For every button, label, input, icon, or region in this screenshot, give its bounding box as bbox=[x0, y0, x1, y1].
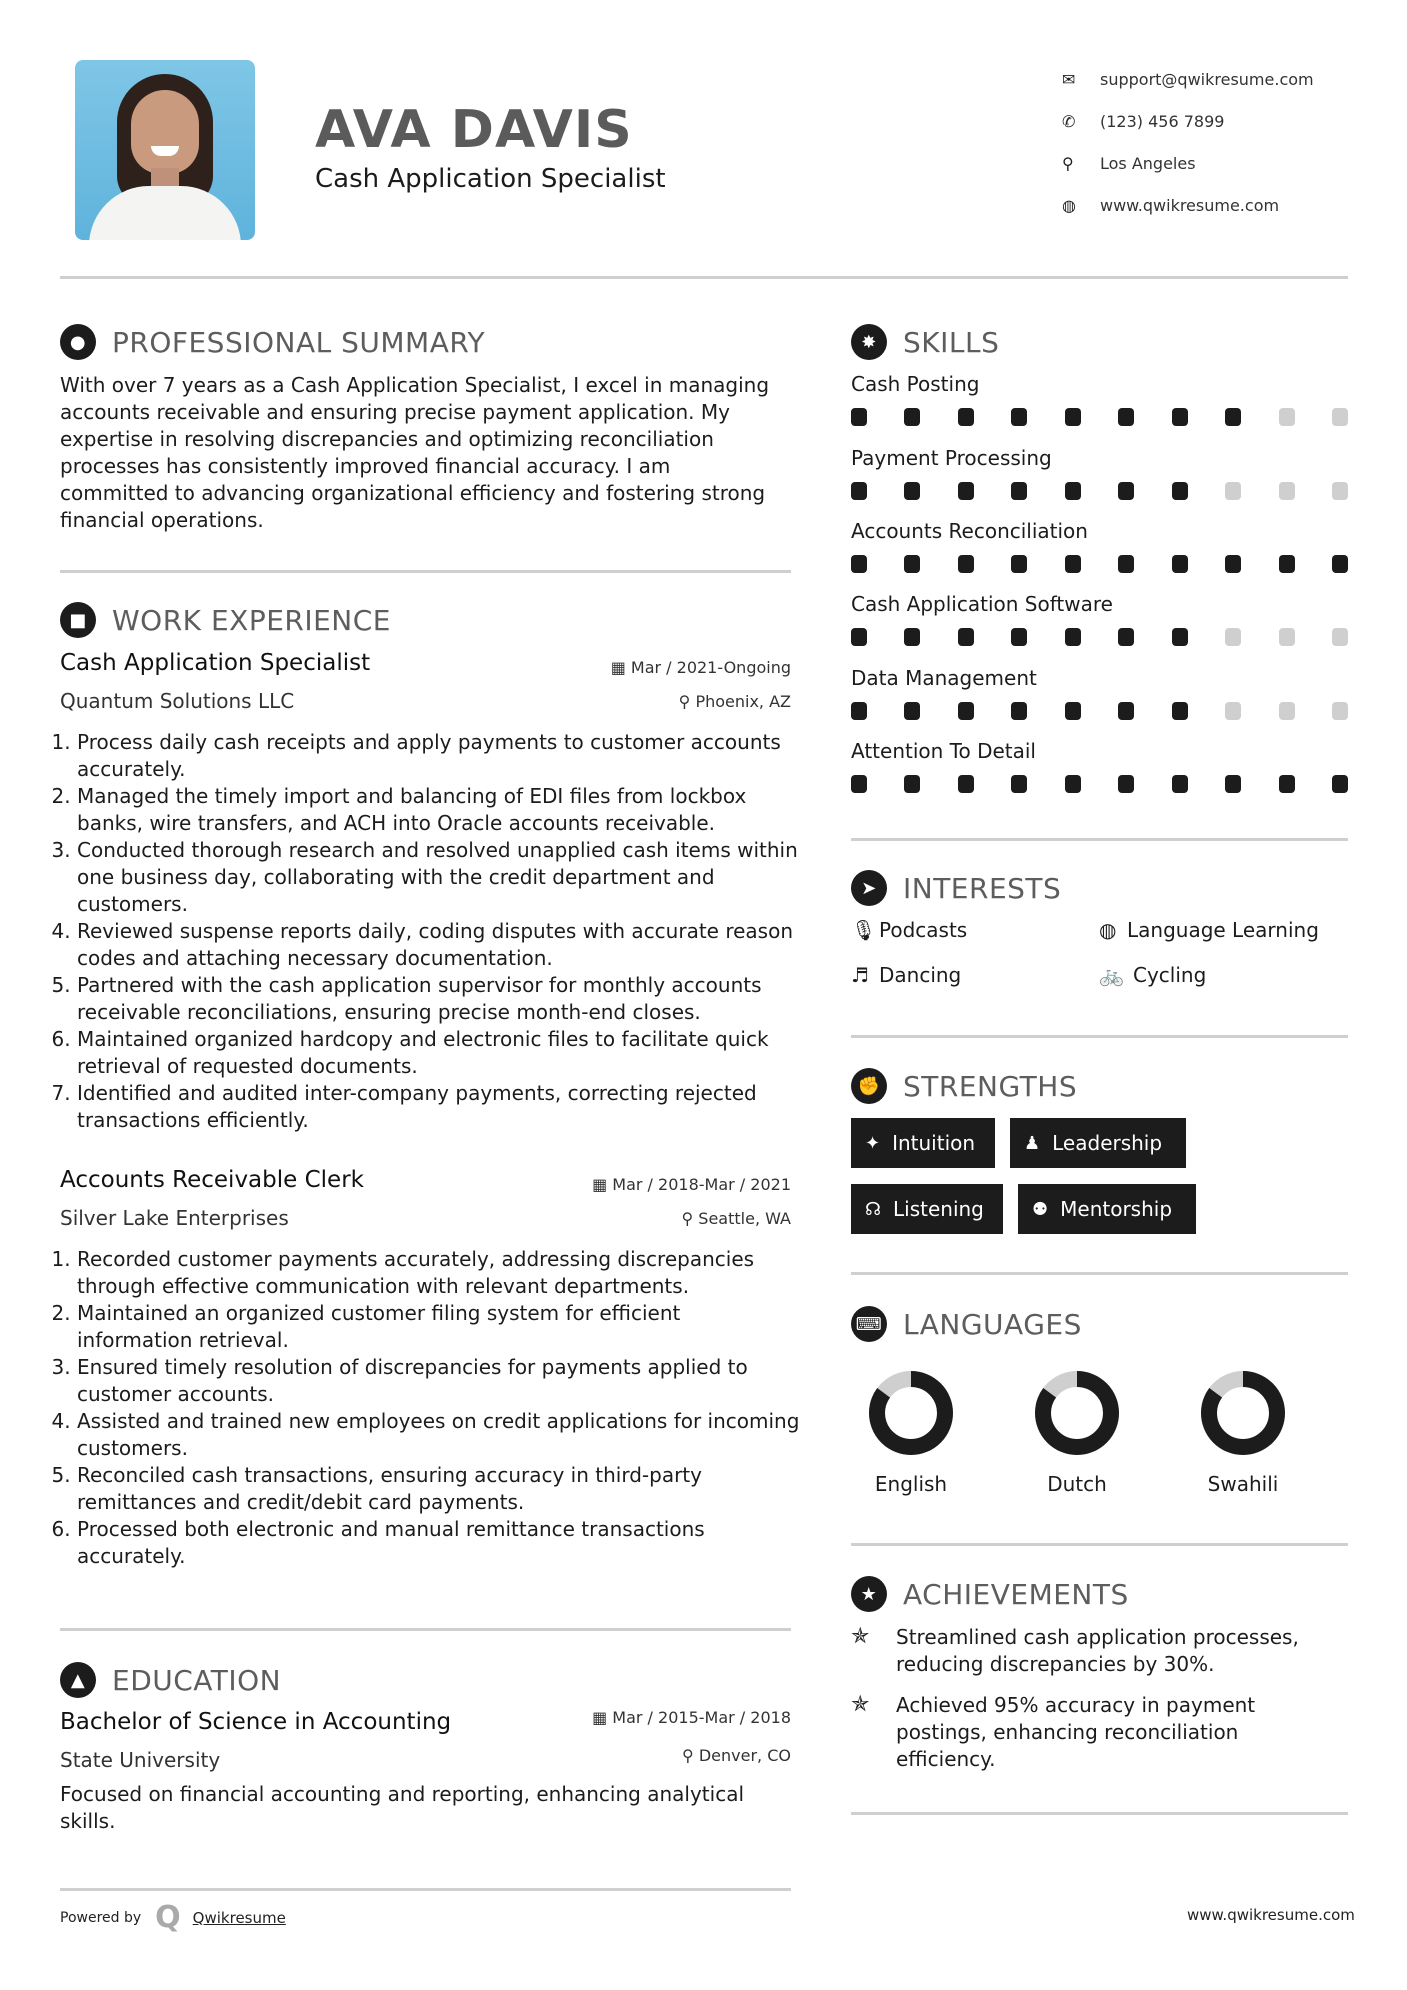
language-meter bbox=[1032, 1368, 1122, 1458]
footer-powered bbox=[60, 1900, 286, 1935]
language-icon: ⌨ bbox=[851, 1306, 887, 1342]
users-icon: ♟ bbox=[1024, 1132, 1041, 1154]
paper-plane-icon: ➤ bbox=[851, 870, 887, 906]
interests-heading bbox=[851, 870, 1061, 906]
strength-badge: ♟ Leadership bbox=[1010, 1118, 1186, 1168]
job-duties bbox=[57, 729, 802, 1134]
skill-dot-filled bbox=[1065, 482, 1081, 500]
education-dates: ▦ Mar / 2015-Mar / 2018 bbox=[592, 1708, 791, 1727]
envelope-icon: ✉ bbox=[1062, 69, 1076, 89]
strength-badge: ⚉ Mentorship bbox=[1018, 1184, 1196, 1234]
candidate-role: Cash Application Specialist bbox=[315, 164, 666, 194]
skill-name: Attention To Detail bbox=[851, 739, 1036, 763]
brand-link[interactable]: Qwikresume bbox=[192, 1908, 286, 1927]
contact-phone[interactable] bbox=[1062, 100, 1314, 142]
calendar-icon: ▦ bbox=[592, 1175, 613, 1194]
skill-name: Data Management bbox=[851, 666, 1037, 690]
skill-dot-empty bbox=[1279, 482, 1295, 500]
list-item: 3. Conducted thorough research and resolved unapplied cash items within one business day, collaborating with the credit department and customers. bbox=[77, 837, 802, 918]
summary-line: accounts receivable and ensuring precise payment application. My bbox=[60, 400, 730, 424]
skill-name: Payment Processing bbox=[851, 446, 1052, 470]
lightbulb-icon: ✸ bbox=[851, 324, 887, 360]
achievements-heading bbox=[851, 1576, 1129, 1612]
language-name: Dutch bbox=[1047, 1472, 1107, 1496]
contact-website[interactable] bbox=[1062, 184, 1314, 226]
skill-dot-filled bbox=[1118, 775, 1134, 793]
achievements-title: ACHIEVEMENTS bbox=[903, 1577, 1129, 1611]
skill-dot-empty bbox=[1279, 408, 1295, 426]
achievement-item: Achieved 95% accuracy in payment postings, enhancing reconciliation efficiency. bbox=[896, 1693, 1256, 1771]
summary-line: processes has consistently improved financial accuracy. I am bbox=[60, 454, 671, 478]
skill-dot-filled bbox=[1011, 702, 1027, 720]
job-duties bbox=[57, 1246, 802, 1570]
list-item: 5. Reconciled cash transactions, ensuring accuracy in third-party remittances and credit/debit card payments. bbox=[77, 1462, 802, 1516]
skill-dot-filled bbox=[851, 775, 867, 793]
skill-dot-empty bbox=[1332, 702, 1348, 720]
music-note-icon: ♬ bbox=[851, 963, 869, 987]
list-item: 2. Managed the timely import and balancing of EDI files from lockbox banks, wire transfers, and ACH into Oracle accounts receivable. bbox=[77, 783, 802, 837]
skill-dot-filled bbox=[1172, 702, 1188, 720]
experience-title: WORK EXPERIENCE bbox=[112, 603, 391, 637]
briefcase-icon: ■ bbox=[60, 602, 96, 638]
job-location: ⚲ Phoenix, AZ bbox=[678, 692, 791, 711]
skill-dot-filled bbox=[851, 702, 867, 720]
skill-dot-filled bbox=[1011, 628, 1027, 646]
job-location: ⚲ Seattle, WA bbox=[681, 1209, 791, 1228]
skill-dot-filled bbox=[1118, 628, 1134, 646]
user-plus-icon: ⚉ bbox=[1032, 1198, 1049, 1220]
language-meter bbox=[1198, 1368, 1288, 1458]
skill-dot-filled bbox=[1332, 775, 1348, 793]
skill-dot-filled bbox=[958, 702, 974, 720]
skill-dot-filled bbox=[1065, 555, 1081, 573]
skill-dot-filled bbox=[1172, 628, 1188, 646]
education-divider bbox=[60, 1888, 791, 1891]
profile-photo bbox=[75, 60, 255, 240]
skill-dot-filled bbox=[1172, 482, 1188, 500]
skill-name: Accounts Reconciliation bbox=[851, 519, 1088, 543]
summary-line: committed to advancing organizational efficiency and fostering strong bbox=[60, 481, 766, 505]
education-location: ⚲ Denver, CO bbox=[682, 1746, 791, 1765]
skill-dot-filled bbox=[851, 482, 867, 500]
contact-location-text: Los Angeles bbox=[1100, 153, 1196, 173]
skill-dot-filled bbox=[1011, 555, 1027, 573]
skills-heading bbox=[851, 324, 999, 360]
summary-heading bbox=[60, 324, 485, 360]
summary-title: PROFESSIONAL SUMMARY bbox=[112, 325, 486, 359]
list-item: 3. Ensured timely resolution of discrepancies for payments applied to customer accounts. bbox=[77, 1354, 802, 1408]
job-dates: ▦ Mar / 2018-Mar / 2021 bbox=[592, 1175, 791, 1194]
skill-dot-filled bbox=[958, 555, 974, 573]
skill-dot-filled bbox=[1225, 775, 1241, 793]
languages-title: LANGUAGES bbox=[903, 1307, 1082, 1341]
fist-icon: ✊ bbox=[851, 1068, 887, 1104]
list-item: 4. Reviewed suspense reports daily, coding disputes with accurate reason codes and attaching necessary documentation. bbox=[77, 918, 802, 972]
interest-item: ♬ Dancing bbox=[851, 963, 962, 987]
skill-dot-filled bbox=[1011, 408, 1027, 426]
star-icon: ★ bbox=[851, 1576, 887, 1612]
bicycle-icon: 🚲 bbox=[1099, 963, 1124, 987]
summary-text bbox=[60, 372, 800, 534]
qwikresume-logo-icon: Q bbox=[155, 1900, 181, 1935]
list-item: 1. Recorded customer payments accurately, addressing discrepancies through effective communication with relevant departments. bbox=[77, 1246, 802, 1300]
skill-dot-filled bbox=[1225, 408, 1241, 426]
contact-email-text: support@qwikresume.com bbox=[1100, 69, 1314, 89]
contact-location bbox=[1062, 142, 1314, 184]
phone-icon: ✆ bbox=[1062, 111, 1076, 131]
language-name: Swahili bbox=[1207, 1472, 1279, 1496]
contact-email[interactable] bbox=[1062, 58, 1314, 100]
strength-badge: ☊ Listening bbox=[851, 1184, 1003, 1234]
skill-rating bbox=[851, 482, 1351, 502]
skill-rating bbox=[851, 702, 1351, 722]
skill-rating bbox=[851, 775, 1351, 795]
skill-dot-filled bbox=[1172, 408, 1188, 426]
skill-dot-filled bbox=[1065, 775, 1081, 793]
pushpin-icon: ⚲ bbox=[682, 1746, 699, 1765]
globe-icon: ◍ bbox=[1099, 918, 1117, 942]
skill-dot-filled bbox=[1065, 628, 1081, 646]
calendar-icon: ▦ bbox=[610, 658, 631, 677]
skill-dot-filled bbox=[1279, 775, 1295, 793]
languages-heading bbox=[851, 1306, 1082, 1342]
achievements-divider bbox=[851, 1812, 1348, 1815]
list-item: 6. Maintained organized hardcopy and electronic files to facilitate quick retrieval of requested documents. bbox=[77, 1026, 802, 1080]
skill-dot-filled bbox=[1011, 482, 1027, 500]
skill-dot-filled bbox=[958, 408, 974, 426]
skill-dot-empty bbox=[1225, 482, 1241, 500]
skill-dot-filled bbox=[904, 555, 920, 573]
skill-dot-filled bbox=[1279, 555, 1295, 573]
skill-dot-filled bbox=[1011, 775, 1027, 793]
user-icon: ● bbox=[60, 324, 96, 360]
summary-line: With over 7 years as a Cash Application Specialist, I excel in managing bbox=[60, 373, 770, 397]
skill-dot-filled bbox=[1225, 555, 1241, 573]
job-title: Accounts Receivable Clerk bbox=[60, 1167, 364, 1193]
education-description: Focused on financial accounting and reporting, enhancing analytical skills. bbox=[60, 1782, 745, 1833]
strengths-title: STRENGTHS bbox=[903, 1069, 1078, 1103]
interest-item: 🎙 Podcasts bbox=[851, 918, 968, 942]
skill-dot-filled bbox=[958, 482, 974, 500]
list-item: 2. Maintained an organized customer filing system for efficient information retrieval. bbox=[77, 1300, 802, 1354]
skill-dot-empty bbox=[1279, 702, 1295, 720]
header-divider bbox=[60, 276, 1348, 279]
contact-phone-text: (123) 456 7899 bbox=[1100, 111, 1225, 131]
list-item: 1. Process daily cash receipts and apply payments to customer accounts accurately. bbox=[77, 729, 802, 783]
skill-name: Cash Posting bbox=[851, 372, 980, 396]
microphone-icon: 🎙 bbox=[851, 918, 877, 942]
education-title: EDUCATION bbox=[112, 1663, 282, 1697]
experience-divider bbox=[60, 1628, 791, 1631]
skill-dot-filled bbox=[904, 702, 920, 720]
skill-dot-filled bbox=[904, 482, 920, 500]
education-heading bbox=[60, 1662, 281, 1698]
pushpin-icon: ⚲ bbox=[681, 1209, 699, 1228]
skill-dot-filled bbox=[1065, 408, 1081, 426]
skill-rating bbox=[851, 555, 1351, 575]
list-item: 5. Partnered with the cash application supervisor for monthly accounts receivable reconciliations, ensuring precise month-end closes. bbox=[77, 972, 802, 1026]
list-item: 4. Assisted and trained new employees on credit applications for incoming customers. bbox=[77, 1408, 802, 1462]
pushpin-icon: ⚲ bbox=[678, 692, 696, 711]
job-dates: ▦ Mar / 2021-Ongoing bbox=[610, 658, 791, 677]
skills-divider bbox=[851, 838, 1348, 841]
interests-divider bbox=[851, 1035, 1348, 1038]
achievement-item: Streamlined cash application processes, reducing discrepancies by 30%. bbox=[896, 1625, 1299, 1676]
list-item: 6. Processed both electronic and manual remittance transactions accurately. bbox=[77, 1516, 802, 1570]
skill-dot-empty bbox=[1332, 482, 1348, 500]
skill-dot-filled bbox=[851, 628, 867, 646]
strengths-divider bbox=[851, 1272, 1348, 1275]
skill-dot-empty bbox=[1332, 408, 1348, 426]
skill-dot-filled bbox=[851, 408, 867, 426]
skill-dot-filled bbox=[904, 628, 920, 646]
experience-heading bbox=[60, 602, 391, 638]
summary-divider bbox=[60, 570, 791, 573]
skill-dot-filled bbox=[1118, 482, 1134, 500]
school-name: State University bbox=[60, 1748, 221, 1772]
skill-dot-empty bbox=[1225, 628, 1241, 646]
skill-dot-filled bbox=[904, 775, 920, 793]
skill-dot-filled bbox=[1118, 408, 1134, 426]
strengths-heading bbox=[851, 1068, 1077, 1104]
star-icon: ✯ bbox=[851, 1692, 870, 1717]
calendar-icon: ▦ bbox=[592, 1708, 613, 1727]
map-pin-icon: ⚲ bbox=[1062, 153, 1074, 173]
job-company: Quantum Solutions LLC bbox=[60, 689, 295, 713]
skill-dot-empty bbox=[1225, 702, 1241, 720]
strength-badge: ✦ Intuition bbox=[851, 1118, 995, 1168]
skill-dot-filled bbox=[1118, 555, 1134, 573]
skill-dot-filled bbox=[1065, 702, 1081, 720]
footer-site-link[interactable]: www.qwikresume.com bbox=[1187, 1906, 1355, 1924]
skills-title: SKILLS bbox=[903, 325, 1000, 359]
contact-website-text: www.qwikresume.com bbox=[1100, 195, 1280, 215]
skill-rating bbox=[851, 408, 1351, 428]
interests-title: INTERESTS bbox=[903, 871, 1062, 905]
skill-dot-filled bbox=[1118, 702, 1134, 720]
magic-wand-icon: ✦ bbox=[865, 1132, 881, 1154]
language-name: English bbox=[874, 1472, 948, 1496]
interest-item: 🚲 Cycling bbox=[1099, 963, 1207, 987]
contact-list bbox=[1062, 58, 1314, 226]
job-title: Cash Application Specialist bbox=[60, 650, 371, 676]
skill-rating bbox=[851, 628, 1351, 648]
language-meter bbox=[866, 1368, 956, 1458]
skill-dot-filled bbox=[904, 408, 920, 426]
languages-divider bbox=[851, 1543, 1348, 1546]
list-item: 7. Identified and audited inter-company payments, correcting rejected transactions efficiently. bbox=[77, 1080, 802, 1134]
powered-by-label: Powered by bbox=[60, 1909, 142, 1926]
candidate-name: AVA DAVIS bbox=[315, 100, 633, 160]
globe-icon: ◍ bbox=[1062, 195, 1076, 215]
interest-item: ◍ Language Learning bbox=[1099, 918, 1319, 942]
skill-dot-filled bbox=[1172, 775, 1188, 793]
skill-dot-filled bbox=[1172, 555, 1188, 573]
skill-name: Cash Application Software bbox=[851, 592, 1113, 616]
summary-line: expertise in resolving discrepancies and optimizing reconciliation bbox=[60, 427, 714, 451]
skill-dot-filled bbox=[958, 775, 974, 793]
skill-dot-filled bbox=[1332, 555, 1348, 573]
skill-dot-empty bbox=[1332, 628, 1348, 646]
skill-dot-filled bbox=[958, 628, 974, 646]
degree-title: Bachelor of Science in Accounting bbox=[60, 1709, 452, 1735]
skill-dot-empty bbox=[1279, 628, 1295, 646]
job-company: Silver Lake Enterprises bbox=[60, 1206, 289, 1230]
summary-line: financial operations. bbox=[60, 508, 264, 532]
headphones-icon: ☊ bbox=[865, 1198, 881, 1220]
star-icon: ✯ bbox=[851, 1624, 870, 1649]
skill-dot-filled bbox=[851, 555, 867, 573]
graduation-icon: ▲ bbox=[60, 1662, 96, 1698]
